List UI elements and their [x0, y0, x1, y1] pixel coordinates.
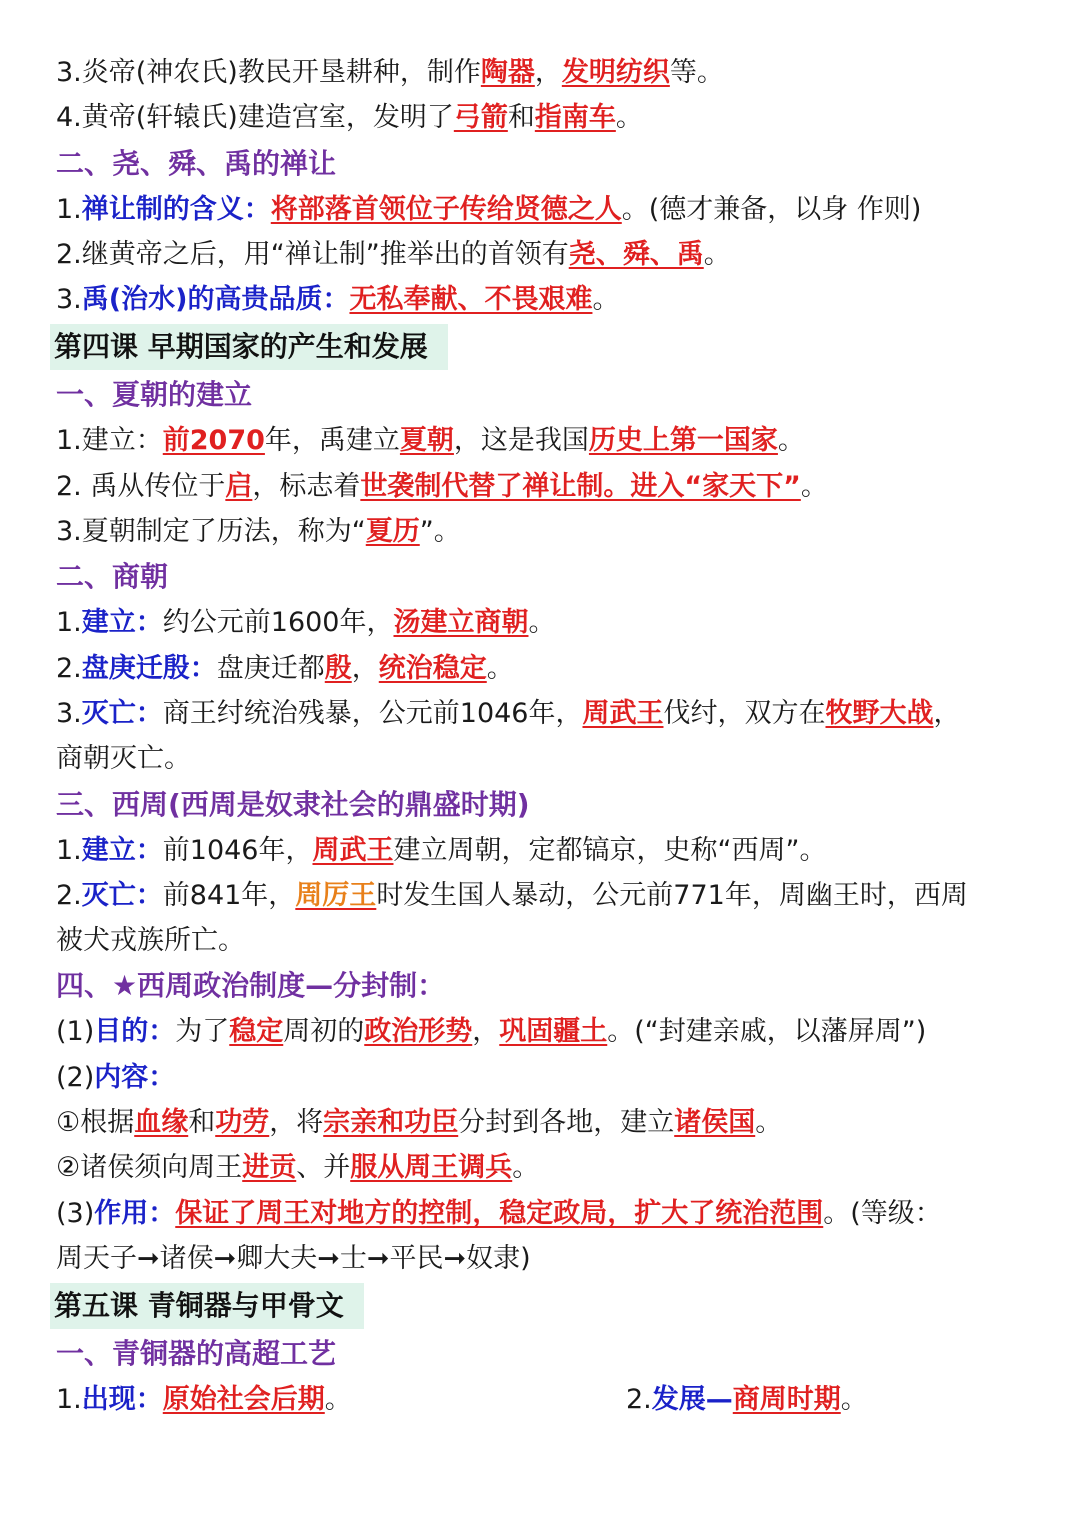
text-run: 四、★西周政治制度—分封制：	[56, 969, 446, 1003]
text-run: 。	[615, 102, 643, 134]
term-label: 盘庚迁殷：	[81, 652, 217, 684]
key-term: 周厉王	[295, 879, 377, 911]
text-line	[56, 1145, 1056, 1190]
text-run: ，	[534, 57, 562, 88]
text-run: 第四课 早期国家的产生和发展	[54, 330, 428, 364]
text-run: 时发生国人暴动，公元前771年，周幽王时，西周	[376, 879, 968, 911]
text-run: 4.黄帝(轩辕氏)建造宫室，发明了	[56, 102, 454, 134]
text-line	[56, 873, 1056, 918]
notes-body	[56, 50, 1056, 1377]
text-run: 前841年，	[162, 879, 296, 911]
text-line	[56, 509, 1056, 554]
term-label: 发展—	[651, 1384, 733, 1416]
key-term: 牧野大战	[825, 697, 934, 729]
text-run: 1.建立：	[56, 425, 163, 457]
text-run: 。	[800, 470, 828, 502]
text-run: 。	[324, 1384, 352, 1416]
text-run: 商王纣统治残暴，公元前1046年，	[162, 697, 583, 729]
text-run: 等。	[669, 57, 724, 88]
section-heading	[56, 1331, 1056, 1377]
text-run: 。	[528, 607, 556, 639]
text-run: 3.夏朝制定了历法，称为“	[56, 516, 366, 548]
text-run: 3.	[56, 284, 82, 316]
text-run: 商朝灭亡。	[56, 743, 191, 775]
text-run: 。	[703, 238, 731, 270]
text-line	[56, 418, 1056, 463]
text-line	[56, 187, 1056, 232]
lesson-title	[50, 324, 448, 370]
text-run: 盘庚迁都	[216, 652, 325, 684]
text-run: 和	[188, 1107, 216, 1139]
text-run: 2.	[56, 652, 82, 684]
key-term: 进贡	[242, 1152, 297, 1184]
key-term: 将部落首领位子传给贤德之人	[270, 193, 622, 225]
text-run: 第五课 青铜器与甲骨文	[54, 1289, 344, 1323]
text-run: 前1046年，	[162, 834, 313, 866]
text-run: 1.	[56, 193, 82, 225]
text-run: 周初的	[283, 1016, 365, 1048]
bronze-appearance	[56, 1377, 626, 1422]
text-run: 2.	[626, 1384, 652, 1416]
key-term: 前2070	[162, 425, 265, 457]
text-line	[56, 1100, 1056, 1145]
text-line	[56, 232, 1056, 277]
term-label: 内容：	[94, 1061, 176, 1093]
key-term: 启	[225, 470, 253, 502]
text-run: 为了	[175, 1016, 230, 1048]
text-run: 一、夏朝的建立	[56, 378, 253, 412]
key-term: 巩固疆土	[499, 1016, 608, 1048]
text-line	[56, 828, 1056, 873]
text-run: 3.炎帝(神农氏)教民开垦耕种，制作	[56, 57, 481, 88]
text-run: 一、青铜器的高超工艺	[56, 1337, 337, 1371]
text-run: 2.	[56, 879, 82, 911]
text-run: (3)	[56, 1197, 95, 1229]
text-run: 年，禹建立	[264, 425, 400, 457]
term-label: 禅让制的含义：	[81, 193, 271, 225]
text-line	[56, 1009, 1056, 1054]
text-run: ②诸侯须向周王	[56, 1152, 243, 1184]
key-term: 服从周王调兵	[350, 1152, 513, 1184]
key-term: 发明纺织	[561, 57, 670, 88]
key-term: 稳定	[229, 1016, 284, 1048]
text-line	[56, 50, 1056, 95]
section-heading	[56, 372, 1056, 418]
text-run: 。	[592, 284, 620, 316]
key-term: 汤建立商朝	[393, 607, 529, 639]
lesson-title	[50, 1283, 364, 1329]
key-term: 无私奉献、不畏艰难	[349, 284, 593, 316]
section-heading	[56, 782, 1056, 828]
term-label: 建立：	[81, 607, 163, 639]
text-run: ，	[933, 697, 961, 729]
lesson-heading-row	[56, 1283, 1056, 1331]
section-heading	[56, 963, 1056, 1009]
key-term: 商周时期	[732, 1384, 841, 1416]
text-run: 1.	[56, 834, 82, 866]
text-run: (2)	[56, 1061, 95, 1093]
text-line	[56, 646, 1056, 691]
key-term: 宗亲和功臣	[323, 1107, 459, 1139]
text-run: 伐纣，双方在	[663, 697, 826, 729]
text-run: 三、西周(西周是奴隶社会的鼎盛时期)	[56, 787, 530, 821]
key-term: 功劳	[215, 1107, 270, 1139]
text-line	[56, 736, 1056, 781]
text-run: 。(等级：	[823, 1197, 942, 1229]
bronze-development	[626, 1377, 868, 1422]
text-run: ，将	[269, 1107, 324, 1139]
text-run: ，	[351, 652, 379, 684]
text-run: 二、尧、舜、禹的禅让	[56, 146, 337, 180]
text-run: (1)	[56, 1016, 95, 1048]
text-run: 。(“封建亲戚，以藩屏周”)	[607, 1016, 927, 1048]
section-heading	[56, 141, 1056, 187]
key-term: 夏历	[365, 516, 420, 548]
term-label: 作用：	[94, 1197, 176, 1229]
key-term: 历史上第一国家	[588, 425, 778, 457]
key-term: 陶器	[480, 57, 535, 88]
text-line	[56, 918, 1056, 963]
text-run: 。	[840, 1384, 868, 1416]
text-run: 二、商朝	[56, 560, 169, 594]
text-line	[56, 1055, 1056, 1100]
text-run: 约公元前1600年，	[162, 607, 394, 639]
key-term: 周武王	[582, 697, 664, 729]
lesson-heading-row	[56, 324, 1056, 372]
text-run: 3.	[56, 697, 82, 729]
text-line	[56, 600, 1056, 645]
text-run: 2. 禹从传位于	[56, 470, 226, 502]
text-line	[56, 277, 1056, 322]
key-term: 世袭制代替了禅让制。进入“家天下”	[360, 470, 801, 502]
text-run: 。	[486, 652, 514, 684]
term-label: 建立：	[81, 834, 163, 866]
text-run: ，	[472, 1016, 500, 1048]
key-term: 指南车	[534, 102, 616, 134]
text-run: ①根据	[56, 1107, 135, 1139]
text-line	[56, 1236, 1056, 1281]
text-line	[56, 95, 1056, 140]
term-label: 禹(治水)的高贵品质：	[81, 284, 350, 316]
key-term: 血缘	[134, 1107, 189, 1139]
key-term: 夏朝	[399, 425, 454, 457]
term-label: 灭亡：	[81, 697, 163, 729]
text-run: 被犬戎族所亡。	[56, 925, 245, 957]
term-label: 灭亡：	[81, 879, 163, 911]
text-run: 建立周朝，定都镐京，史称“西周”。	[393, 834, 827, 866]
text-run: ，这是我国	[453, 425, 589, 457]
text-run: 。	[755, 1107, 783, 1139]
key-term: 政治形势	[364, 1016, 473, 1048]
text-line	[56, 464, 1056, 509]
text-run: ，标志着	[252, 470, 361, 502]
text-line	[56, 691, 1056, 736]
text-run: 1.	[56, 607, 82, 639]
key-term: 弓箭	[453, 102, 508, 134]
term-label: 出现：	[81, 1384, 163, 1416]
text-run: 2.继黄帝之后，用“禅让制”推举出的首领有	[56, 238, 569, 270]
term-label: 目的：	[94, 1016, 176, 1048]
text-run: 、并	[296, 1152, 351, 1184]
text-run: 。	[777, 425, 805, 457]
key-term: 原始社会后期	[162, 1384, 325, 1416]
text-run: 。(德才兼备，以身 作则)	[621, 193, 922, 225]
text-line	[56, 1191, 1056, 1236]
key-term: 周武王	[312, 834, 394, 866]
key-term: 尧、舜、禹	[568, 238, 704, 270]
key-term: 诸侯国	[674, 1107, 756, 1139]
section-heading	[56, 554, 1056, 600]
key-term: 殷	[324, 652, 352, 684]
text-run: ”。	[419, 516, 461, 548]
key-term: 保证了周王对地方的控制，稳定政局，扩大了统治范围	[175, 1197, 824, 1229]
key-term: 统治稳定	[378, 652, 487, 684]
text-line-bronze	[56, 1377, 1056, 1422]
text-run: 周天子➞诸侯➞卿大夫➞士➞平民➞奴隶)	[56, 1242, 531, 1274]
text-run: 和	[507, 102, 535, 134]
text-run: 分封到各地，建立	[458, 1107, 675, 1139]
text-run: 。	[512, 1152, 540, 1184]
text-run: 1.	[56, 1384, 82, 1416]
